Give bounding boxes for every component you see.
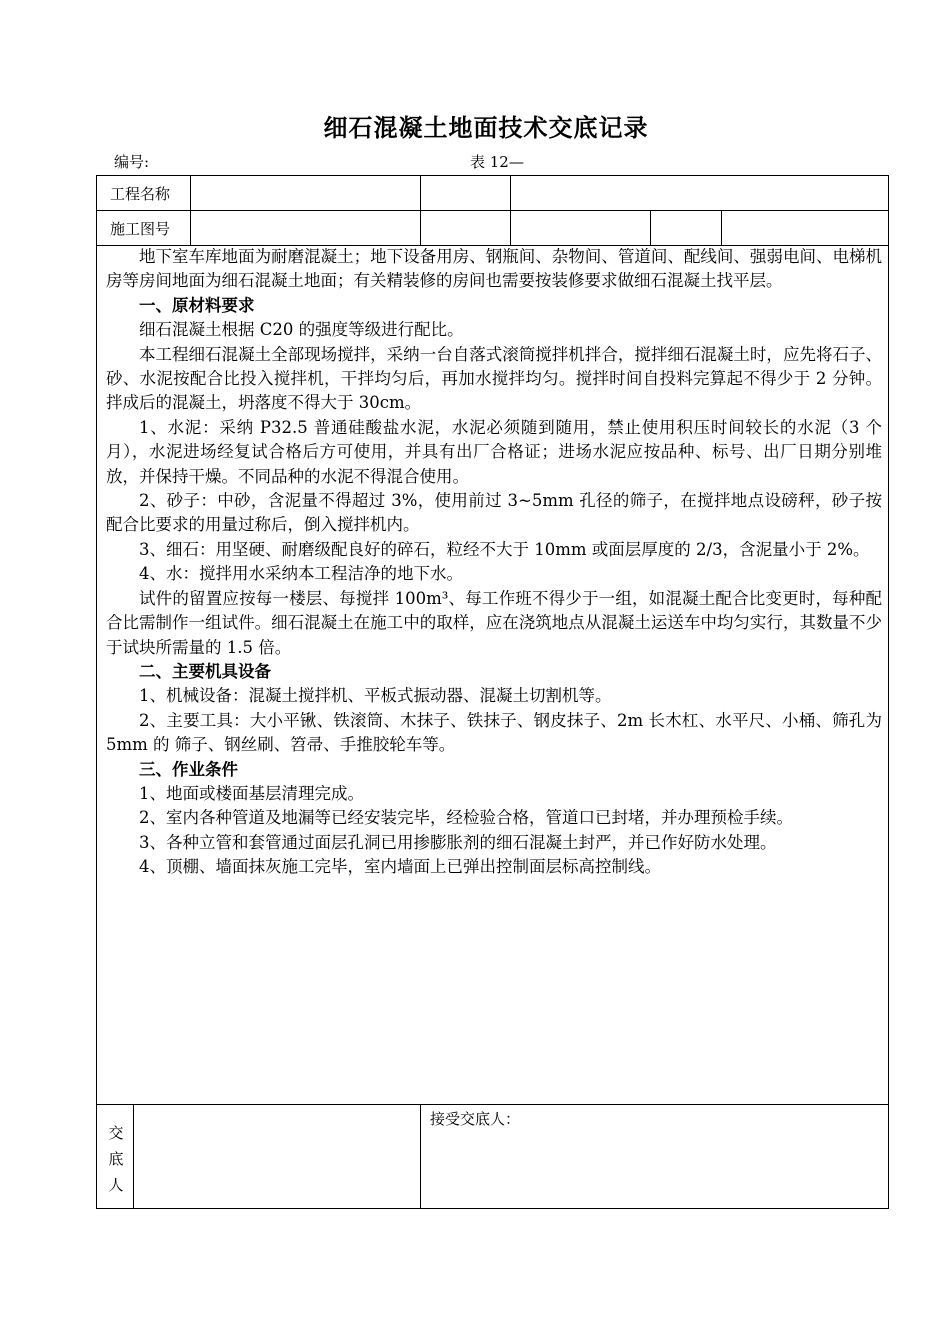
intro-paragraph: 地下室车库地面为耐磨混凝土；地下设备用房、钢瓶间、杂物间、管道间、配线间、强弱电间、电梯机房等房间地面为细石混凝土地面；有关精装修的房间也需要按装修要求做细石混凝土找平层。 [106,247,882,291]
discloser-char: 交 [108,1124,124,1142]
section-heading-materials: 一、原材料要求 [139,295,255,315]
section-heading-conditions: 三、作业条件 [139,759,238,779]
drawing-no-label: 施工图号 [110,220,171,238]
receiver-label: 接受交底人： [430,1110,521,1128]
paragraph: 3、细石：用坚硬、耐磨级配良好的碎石，粒经不大于 10mm 或面层厚度的 2/3，含泥量小于 2%。 [139,539,870,559]
discloser-char: 人 [108,1176,124,1194]
paragraph: 1、水泥：采纳 P32.5 普通硅酸盐水泥，水泥必须随到随用，禁止使用积压时间较长的水泥（3 个月），水泥进场经复试合格后方可使用，并具有出厂合格证；进场水泥应按品种、标号、出厂日期分别堆放，并保持干燥。不同品种的水泥不得混合使用。 [106,417,882,486]
paragraph: 4、水：搅拌用水采纳本工程洁净的地下水。 [139,564,463,584]
section-heading-equipment: 二、主要机具设备 [139,661,271,681]
paragraph: 1、机械设备：混凝土搅拌机、平板式振动器、混凝土切割机等。 [139,686,612,706]
paragraph: 1、地面或楼面基层清理完成。 [139,783,364,803]
paragraph: 2、砂子：中砂，含泥量不得超过 3%，使用前过 3~5mm 孔径的筛子，在搅拌地点设磅秤，砂子按配合比要求的用量过称后，倒入搅拌机内。 [106,491,882,535]
page-title: 细石混凝土地面技术交底记录 [323,114,649,142]
number-label: 编号: [114,153,150,171]
discloser-label [104,1120,128,1198]
disclosure-content [106,245,882,880]
discloser-char: 底 [108,1150,124,1168]
paragraph: 4、顶棚、墙面抹灰施工完毕，室内墙面上已弹出控制面层标高控制线。 [139,857,661,877]
paragraph: 试件的留置应按每一楼层、每搅拌 100m³、每工作班不得少于一组，如混凝土配合比变更时，每种配合比需制作一组试件。细石混凝土在施工中的取样，应在浇筑地点从混凝土运送车中均匀实行，其数量不少于试块所需量的 1.5 倍。 [106,588,882,657]
paragraph: 3、各种立管和套管通过面层孔洞已用掺膨胀剂的细石混凝土封严，并已作好防水处理。 [139,832,777,852]
paragraph: 2、主要工具：大小平锹、铁滚筒、木抹子、铁抹子、钢皮抹子、2m 长木杠、水平尺、小桶、筛孔为 5mm 的 筛子、钢丝刷、笤帚、手推胶轮车等。 [106,710,882,755]
paragraph: 本工程细石混凝土全部现场搅拌，采纳一台自落式滚筒搅拌机拌合，搅拌细石混凝土时，应先将石子、砂、水泥按配合比投入搅拌机，干拌均匀后，再加水搅拌均匀。搅拌时间自投料完算起不得少于 2 分钟。拌成后的混凝土，坍落度不得大于 30cm。 [106,344,882,413]
project-name-label: 工程名称 [110,185,171,203]
paragraph: 细石混凝土根据 C20 的强度等级进行配比。 [139,320,464,340]
form-label: 表 12— [470,153,524,171]
paragraph: 2、室内各种管道及地漏等已经安装完毕，经检验合格，管道口已封堵，并办理预检手续。 [139,808,793,828]
